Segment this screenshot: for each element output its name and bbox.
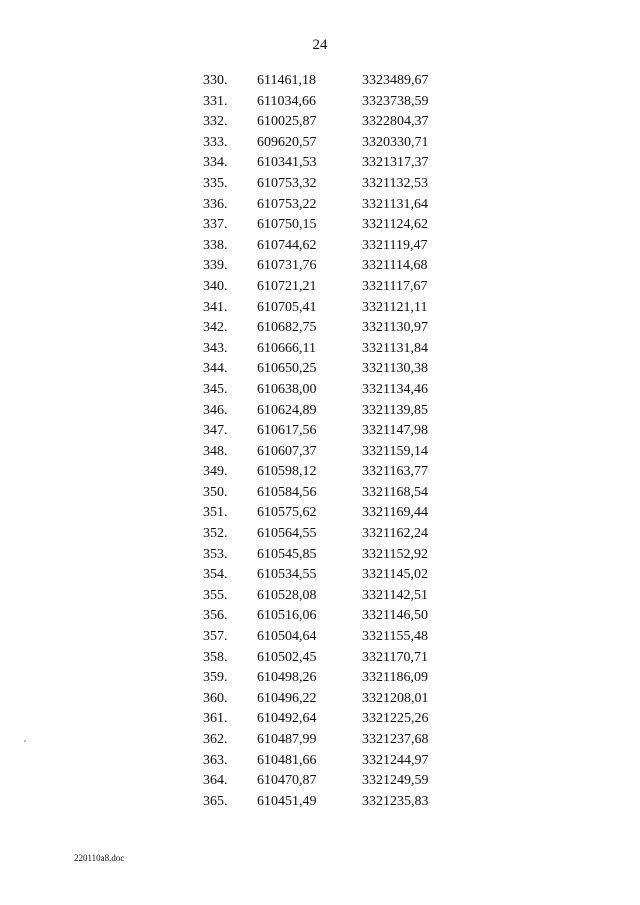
- table-row: [0, 174, 640, 195]
- table-row: [0, 112, 640, 133]
- coordinate-y: 3321186,09: [362, 670, 428, 686]
- coordinate-y: 3321168,54: [362, 484, 428, 500]
- coordinate-y: 3321131,64: [362, 196, 428, 212]
- table-row: [0, 483, 640, 504]
- row-number: 337.: [203, 217, 228, 233]
- table-row: [0, 71, 640, 92]
- coordinate-y: 3321114,68: [362, 258, 428, 274]
- coordinate-y: 3321132,53: [362, 175, 428, 191]
- coordinate-x: 610575,62: [257, 505, 317, 521]
- coordinate-y: 3321134,46: [362, 381, 428, 397]
- table-row: [0, 709, 640, 730]
- row-number: 349.: [203, 464, 228, 480]
- coordinate-y: 3321131,84: [362, 340, 428, 356]
- row-number: 330.: [203, 73, 228, 88]
- coordinate-y: 3321208,01: [362, 690, 429, 706]
- coordinate-x: 610025,87: [257, 114, 317, 130]
- coordinate-y: 3321155,48: [362, 629, 428, 645]
- table-row: [0, 751, 640, 772]
- row-number: 333.: [203, 134, 228, 150]
- coordinate-y: 3321124,62: [362, 217, 428, 233]
- row-number: 356.: [203, 608, 228, 624]
- coordinate-y: 3321147,98: [362, 423, 428, 439]
- table-row: [0, 668, 640, 689]
- table-row: [0, 277, 640, 298]
- coordinate-x: 610750,15: [257, 217, 317, 233]
- table-row: [0, 153, 640, 174]
- coordinate-x: 610481,66: [257, 752, 317, 768]
- coordinate-x: 610487,99: [257, 732, 317, 747]
- table-row: [0, 627, 640, 648]
- row-number: 340.: [203, 278, 228, 294]
- coordinate-y: 3321244,97: [362, 752, 429, 768]
- row-number: 351.: [203, 505, 228, 521]
- table-row: [0, 730, 640, 751]
- coordinate-y: 3321162,24: [362, 526, 428, 542]
- table-row: [0, 236, 640, 257]
- table-row: [0, 503, 640, 524]
- coordinate-y: 3321130,38: [362, 361, 428, 377]
- coordinate-y: 3321249,59: [362, 773, 429, 789]
- coordinate-x: 610731,76: [257, 258, 317, 274]
- coordinate-y: 3321163,77: [362, 464, 428, 480]
- row-number: 352.: [203, 526, 228, 542]
- scan-speck: [24, 740, 26, 742]
- row-number: 365.: [203, 793, 228, 809]
- coordinate-y: 3321225,26: [362, 711, 429, 727]
- row-number: 347.: [203, 423, 228, 439]
- coordinate-x: 611034,66: [257, 93, 316, 109]
- coordinate-x: 610744,62: [257, 237, 317, 253]
- table-row: [0, 318, 640, 339]
- coordinate-x: 610666,11: [257, 340, 316, 356]
- table-row: [0, 92, 640, 113]
- row-number: 336.: [203, 196, 228, 212]
- coordinate-y: 3321121,11: [362, 299, 428, 315]
- coordinate-x: 610682,75: [257, 320, 317, 336]
- coordinate-x: 610705,41: [257, 299, 317, 315]
- coordinate-y: 3321152,92: [362, 546, 428, 562]
- coordinate-x: 610492,64: [257, 711, 317, 727]
- coordinate-x: 610617,56: [257, 423, 317, 439]
- coordinate-y: 3321117,67: [362, 278, 428, 294]
- coordinate-y: 3321119,47: [362, 237, 428, 253]
- row-number: 362.: [203, 732, 228, 747]
- row-number: 350.: [203, 484, 228, 500]
- row-number: 363.: [203, 752, 228, 768]
- row-number: 359.: [203, 670, 228, 686]
- table-row: [0, 565, 640, 586]
- row-number: 341.: [203, 299, 228, 315]
- coordinate-y: 3321146,50: [362, 608, 428, 624]
- coordinate-y: 3321159,14: [362, 443, 428, 459]
- coordinate-y: 3321317,37: [362, 155, 429, 171]
- table-row: [0, 606, 640, 627]
- coordinate-x: 610534,55: [257, 567, 317, 583]
- coordinate-y: 3320330,71: [362, 134, 429, 150]
- table-row: [0, 133, 640, 154]
- coordinate-x: 610545,85: [257, 546, 317, 562]
- row-number: 360.: [203, 690, 228, 706]
- row-number: 331.: [203, 93, 228, 109]
- coordinate-y: 3321145,02: [362, 567, 428, 583]
- coordinate-x: 610753,32: [257, 175, 317, 191]
- coordinate-x: 610624,89: [257, 402, 317, 418]
- table-row: [0, 359, 640, 380]
- row-number: 346.: [203, 402, 228, 418]
- coordinate-x: 610753,22: [257, 196, 317, 212]
- coordinate-x: 610470,87: [257, 773, 317, 789]
- table-row: [0, 524, 640, 545]
- coordinate-x: 610504,64: [257, 629, 317, 645]
- coordinate-y: 3321237,68: [362, 732, 429, 747]
- table-row: [0, 256, 640, 277]
- coordinate-x: 610341,53: [257, 155, 317, 171]
- row-number: 343.: [203, 340, 228, 356]
- table-row: [0, 689, 640, 710]
- table-row: [0, 401, 640, 422]
- row-number: 353.: [203, 546, 228, 562]
- coordinate-x: 610598,12: [257, 464, 317, 480]
- coordinate-x: 610502,45: [257, 649, 317, 665]
- coordinates-table: [0, 71, 640, 812]
- row-number: 354.: [203, 567, 228, 583]
- coordinate-x: 610584,56: [257, 484, 317, 500]
- coordinate-y: 3321142,51: [362, 587, 428, 603]
- row-number: 348.: [203, 443, 228, 459]
- row-number: 344.: [203, 361, 228, 377]
- coordinate-x: 610607,37: [257, 443, 317, 459]
- table-row: [0, 648, 640, 669]
- table-row: [0, 442, 640, 463]
- table-row: [0, 215, 640, 236]
- footer-filename: 220110a8.doc: [74, 853, 125, 863]
- row-number: 364.: [203, 773, 228, 789]
- coordinate-x: 611461,18: [257, 73, 316, 88]
- row-number: 332.: [203, 114, 228, 130]
- coordinate-x: 610528,08: [257, 587, 317, 603]
- table-row: [0, 195, 640, 216]
- coordinate-y: 3323738,59: [362, 93, 429, 109]
- coordinate-x: 610564,55: [257, 526, 317, 542]
- coordinate-y: 3321235,83: [362, 793, 429, 809]
- coordinate-x: 610650,25: [257, 361, 317, 377]
- coordinate-y: 3321169,44: [362, 505, 428, 521]
- row-number: 357.: [203, 629, 228, 645]
- coordinate-x: 610721,21: [257, 278, 317, 294]
- row-number: 345.: [203, 381, 228, 397]
- coordinate-y: 3321170,71: [362, 649, 428, 665]
- table-row: [0, 462, 640, 483]
- page-number: 24: [312, 37, 328, 53]
- table-row: [0, 298, 640, 319]
- row-number: 355.: [203, 587, 228, 603]
- row-number: 339.: [203, 258, 228, 274]
- row-number: 358.: [203, 649, 228, 665]
- table-row: [0, 545, 640, 566]
- table-row: [0, 339, 640, 360]
- row-number: 334.: [203, 155, 228, 171]
- coordinate-y: 3321139,85: [362, 402, 428, 418]
- coordinate-y: 3322804,37: [362, 114, 429, 130]
- table-row: [0, 380, 640, 401]
- coordinate-x: 610498,26: [257, 670, 317, 686]
- coordinate-x: 610451,49: [257, 793, 317, 809]
- table-row: [0, 792, 640, 813]
- coordinate-x: 609620,57: [257, 134, 317, 150]
- row-number: 361.: [203, 711, 228, 727]
- coordinate-x: 610516,06: [257, 608, 317, 624]
- coordinate-x: 610638,00: [257, 381, 317, 397]
- row-number: 342.: [203, 320, 228, 336]
- row-number: 335.: [203, 175, 228, 191]
- coordinate-y: 3323489,67: [362, 73, 429, 88]
- table-row: [0, 586, 640, 607]
- table-row: [0, 771, 640, 792]
- coordinate-x: 610496,22: [257, 690, 317, 706]
- coordinate-y: 3321130,97: [362, 320, 428, 336]
- table-row: [0, 421, 640, 442]
- row-number: 338.: [203, 237, 228, 253]
